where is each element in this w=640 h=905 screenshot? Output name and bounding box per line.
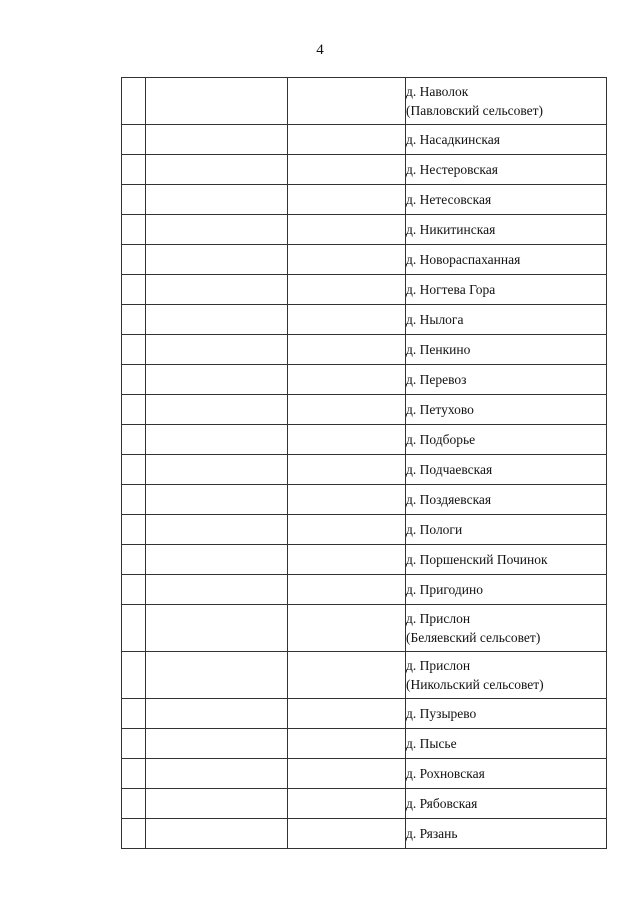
empty-cell <box>122 759 146 789</box>
settlement-name-line: д. Подчаевская <box>406 462 493 477</box>
empty-cell <box>288 545 406 575</box>
table-row <box>122 605 607 652</box>
settlements-table <box>121 77 607 849</box>
table-row <box>122 729 607 759</box>
empty-cell <box>288 729 406 759</box>
settlement-name-line: д. Новораспаханная <box>406 252 521 267</box>
empty-cell <box>146 78 288 125</box>
settlement-name-cell <box>406 605 607 652</box>
table-row <box>122 125 607 155</box>
empty-cell <box>122 275 146 305</box>
settlement-name-cell <box>406 729 607 759</box>
settlement-name-cell <box>406 545 607 575</box>
settlement-name-line: д. Петухово <box>406 402 474 417</box>
empty-cell <box>288 515 406 545</box>
table-row <box>122 305 607 335</box>
empty-cell <box>122 789 146 819</box>
empty-cell <box>122 425 146 455</box>
settlement-name-line: д. Пенкино <box>406 342 471 357</box>
table-row <box>122 652 607 699</box>
empty-cell <box>146 789 288 819</box>
settlement-name-line: д. Пологи <box>406 522 463 537</box>
settlement-name-cell <box>406 245 607 275</box>
settlement-name-line: (Никольский сельсовет) <box>406 677 544 692</box>
empty-cell <box>146 155 288 185</box>
settlement-name-cell <box>406 275 607 305</box>
table-row <box>122 365 607 395</box>
table-row <box>122 275 607 305</box>
settlement-name-line: д. Пригодино <box>406 582 483 597</box>
empty-cell <box>146 699 288 729</box>
empty-cell <box>122 819 146 849</box>
empty-cell <box>146 425 288 455</box>
empty-cell <box>122 605 146 652</box>
settlement-name-line: д. Рябовская <box>406 796 478 811</box>
empty-cell <box>122 215 146 245</box>
settlement-name-line: д. Нылога <box>406 312 464 327</box>
settlement-name-cell <box>406 699 607 729</box>
empty-cell <box>146 575 288 605</box>
empty-cell <box>288 335 406 365</box>
empty-cell <box>146 515 288 545</box>
settlement-name-cell <box>406 305 607 335</box>
empty-cell <box>146 605 288 652</box>
table-row <box>122 425 607 455</box>
empty-cell <box>288 395 406 425</box>
settlement-name-line: д. Рохновская <box>406 766 485 781</box>
settlement-name-cell <box>406 455 607 485</box>
empty-cell <box>288 125 406 155</box>
table-row <box>122 185 607 215</box>
table-row <box>122 455 607 485</box>
empty-cell <box>122 575 146 605</box>
settlement-name-line: (Беляевский сельсовет) <box>406 630 541 645</box>
empty-cell <box>146 335 288 365</box>
empty-cell <box>288 455 406 485</box>
empty-cell <box>146 305 288 335</box>
table-row <box>122 78 607 125</box>
settlement-name-line: д. Рязань <box>406 826 458 841</box>
settlement-name-cell <box>406 155 607 185</box>
empty-cell <box>288 155 406 185</box>
settlement-name-line: д. Насадкинская <box>406 132 500 147</box>
empty-cell <box>288 575 406 605</box>
empty-cell <box>288 215 406 245</box>
empty-cell <box>122 395 146 425</box>
table-row <box>122 245 607 275</box>
settlement-name-cell <box>406 575 607 605</box>
empty-cell <box>146 185 288 215</box>
settlement-name-line: д. Пузырево <box>406 706 477 721</box>
settlement-name-cell <box>406 335 607 365</box>
table-row <box>122 759 607 789</box>
empty-cell <box>288 425 406 455</box>
empty-cell <box>122 78 146 125</box>
settlement-name-cell <box>406 759 607 789</box>
empty-cell <box>122 545 146 575</box>
empty-cell <box>122 335 146 365</box>
settlement-name-cell <box>406 395 607 425</box>
settlement-name-cell <box>406 365 607 395</box>
settlement-name-line: д. Нетесовская <box>406 192 492 207</box>
empty-cell <box>122 515 146 545</box>
empty-cell <box>146 455 288 485</box>
empty-cell <box>122 455 146 485</box>
settlement-name-line: д. Пысье <box>406 736 457 751</box>
table-row <box>122 335 607 365</box>
empty-cell <box>288 365 406 395</box>
table-row <box>122 699 607 729</box>
settlement-name-line: д. Никитинская <box>406 222 496 237</box>
table-row <box>122 789 607 819</box>
table-row <box>122 395 607 425</box>
settlement-name-cell <box>406 78 607 125</box>
settlement-name-cell <box>406 185 607 215</box>
empty-cell <box>122 365 146 395</box>
empty-cell <box>288 605 406 652</box>
settlement-name-line: д. Нестеровская <box>406 162 498 177</box>
empty-cell <box>146 365 288 395</box>
settlement-name-cell <box>406 485 607 515</box>
empty-cell <box>288 275 406 305</box>
empty-cell <box>288 819 406 849</box>
table-row <box>122 575 607 605</box>
table-row <box>122 155 607 185</box>
empty-cell <box>122 652 146 699</box>
empty-cell <box>122 699 146 729</box>
empty-cell <box>122 729 146 759</box>
settlement-name-cell <box>406 425 607 455</box>
empty-cell <box>146 729 288 759</box>
empty-cell <box>288 759 406 789</box>
settlement-name-cell <box>406 652 607 699</box>
table-row <box>122 819 607 849</box>
empty-cell <box>146 545 288 575</box>
empty-cell <box>146 245 288 275</box>
table-row <box>122 545 607 575</box>
empty-cell <box>146 652 288 699</box>
settlement-name-line: д. Прислон <box>406 658 471 673</box>
settlement-name-line: д. Поршенский Починок <box>406 552 548 567</box>
empty-cell <box>288 78 406 125</box>
settlement-name-line: д. Подборье <box>406 432 476 447</box>
empty-cell <box>288 789 406 819</box>
empty-cell <box>288 185 406 215</box>
empty-cell <box>146 819 288 849</box>
empty-cell <box>288 652 406 699</box>
empty-cell <box>122 245 146 275</box>
settlement-name-cell <box>406 789 607 819</box>
table-body <box>122 78 607 849</box>
settlement-name-line: д. Ногтева Гора <box>406 282 496 297</box>
empty-cell <box>146 275 288 305</box>
table-row <box>122 215 607 245</box>
table-row <box>122 485 607 515</box>
empty-cell <box>122 185 146 215</box>
settlement-name-line: д. Перевоз <box>406 372 467 387</box>
empty-cell <box>146 759 288 789</box>
settlement-name-cell <box>406 819 607 849</box>
page-number: 4 <box>316 42 324 58</box>
empty-cell <box>146 485 288 515</box>
empty-cell <box>288 245 406 275</box>
settlement-name-line: (Павловский сельсовет) <box>406 103 544 118</box>
empty-cell <box>146 215 288 245</box>
empty-cell <box>146 125 288 155</box>
empty-cell <box>122 485 146 515</box>
settlement-name-line: д. Прислон <box>406 611 471 626</box>
empty-cell <box>288 305 406 335</box>
empty-cell <box>122 125 146 155</box>
empty-cell <box>122 155 146 185</box>
empty-cell <box>146 395 288 425</box>
empty-cell <box>288 699 406 729</box>
settlement-name-cell <box>406 515 607 545</box>
settlement-name-cell <box>406 215 607 245</box>
empty-cell <box>122 305 146 335</box>
settlement-name-line: д. Поздяевская <box>406 492 492 507</box>
empty-cell <box>288 485 406 515</box>
table-row <box>122 515 607 545</box>
settlement-name-cell <box>406 125 607 155</box>
settlement-name-line: д. Наволок <box>406 84 469 99</box>
